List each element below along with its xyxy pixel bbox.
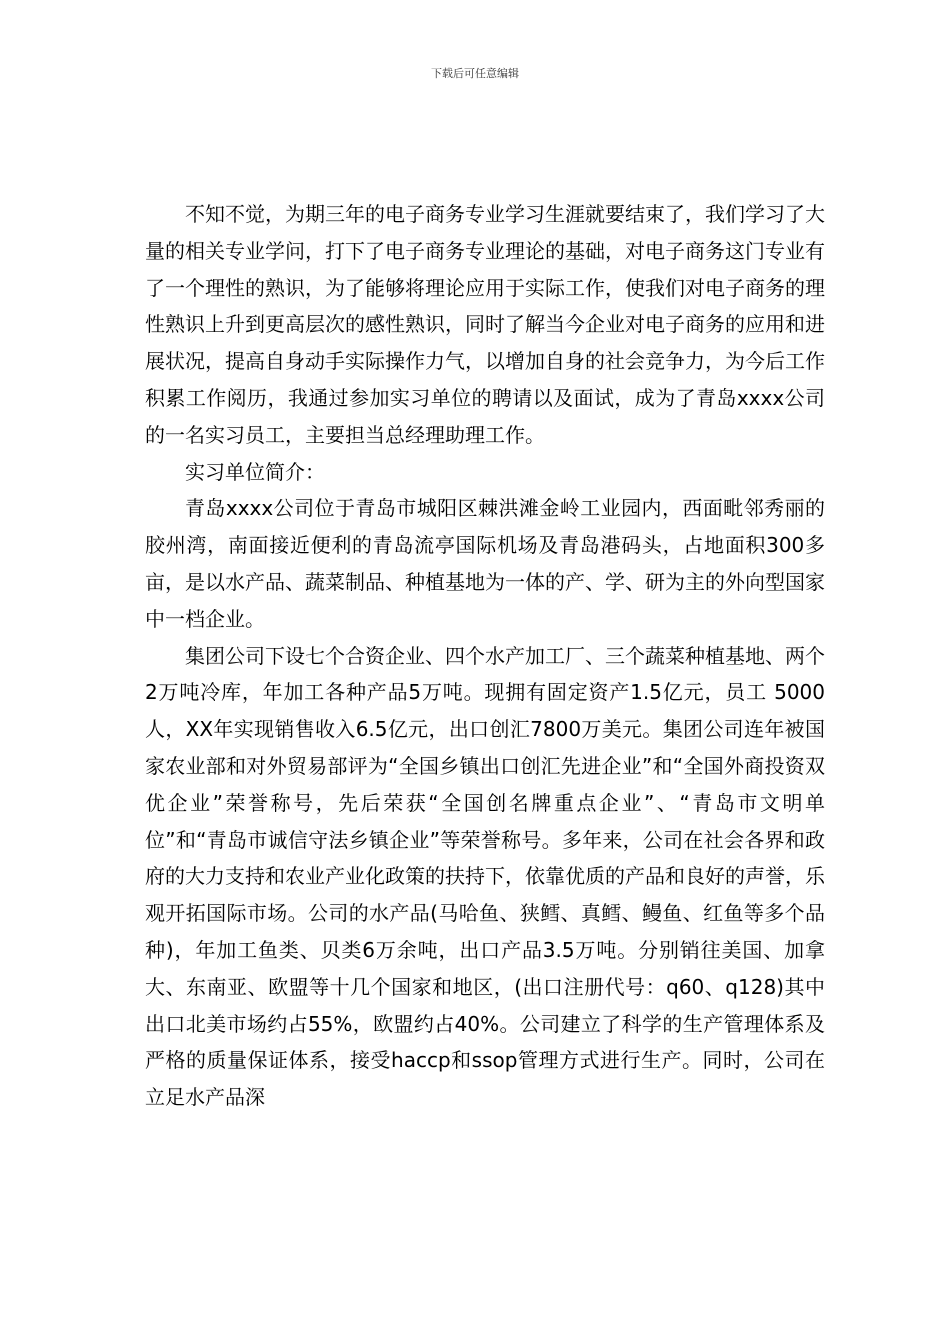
paragraph-company-profile: 集团公司下设七个合资企业、四个水产加工厂、三个蔬菜种植基地、两个2万吨冷库，年加工各种产品5万吨。现拥有固定资产1.5亿元，员工 5000人，XX年实现销售收入6.5亿元，出口创汇7800万美元。集团公司连年被国家农业部和对外贸易部评为“全国乡镇出口创汇先进企业”和“全国外商投资双优企业”荣誉称号，先后荣获“全国创名牌重点企业”、“青岛市文明单位”和“青岛市诚信守法乡镇企业”等荣誉称号。多年来，公司在社会各界和政府的大力支持和农业产业化政策的扶持下，依靠优质的产品和良好的声誉，乐观开拓国际市场。公司的水产品(马哈鱼、狭鳕、真鳕、鳗鱼、红鱼等多个品种)，年加工鱼类、贝类6万余吨，出口产品3.5万吨。分别销往美国、加拿大、东南亚、欧盟等十几个国家和地区，(出口注册代号：q60、q128)其中出口北美市场约占55%，欧盟约占40%。公司建立了科学的生产管理体系及严格的质量保证体系，接受haccp和ssop管理方式进行生产。同时，公司在立足水产品深 [145, 643, 825, 1110]
page-header: 下载后可任意编辑 [431, 67, 519, 80]
document-body [145, 196, 825, 1116]
paragraph-company-location: 青岛xxxx公司位于青岛市城阳区棘洪滩金岭工业园内，西面毗邻秀丽的胶州湾，南面接近便利的青岛流亭国际机场及青岛港码头，占地面积300多亩，是以水产品、蔬菜制品、种植基地为一体的产、学、研为主的外向型国家中一档企业。 [145, 496, 825, 631]
paragraph-section-heading: 实习单位简介： [185, 459, 325, 484]
paragraph-intro: 不知不觉，为期三年的电子商务专业学习生涯就要结束了，我们学习了大量的相关专业学问，打下了电子商务专业理论的基础，对电子商务这门专业有了一个理性的熟识，为了能够将理论应用于实际工作，使我们对电子商务的理性熟识上升到更高层次的感性熟识，同时了解当今企业对电子商务的应用和进展状况，提高自身动手实际操作力气，以增加自身的社会竞争力，为今后工作积累工作阅历，我通过参加实习单位的聘请以及面试，成为了青岛xxxx公司的一名实习员工，主要担当总经理助理工作。 [145, 202, 825, 447]
